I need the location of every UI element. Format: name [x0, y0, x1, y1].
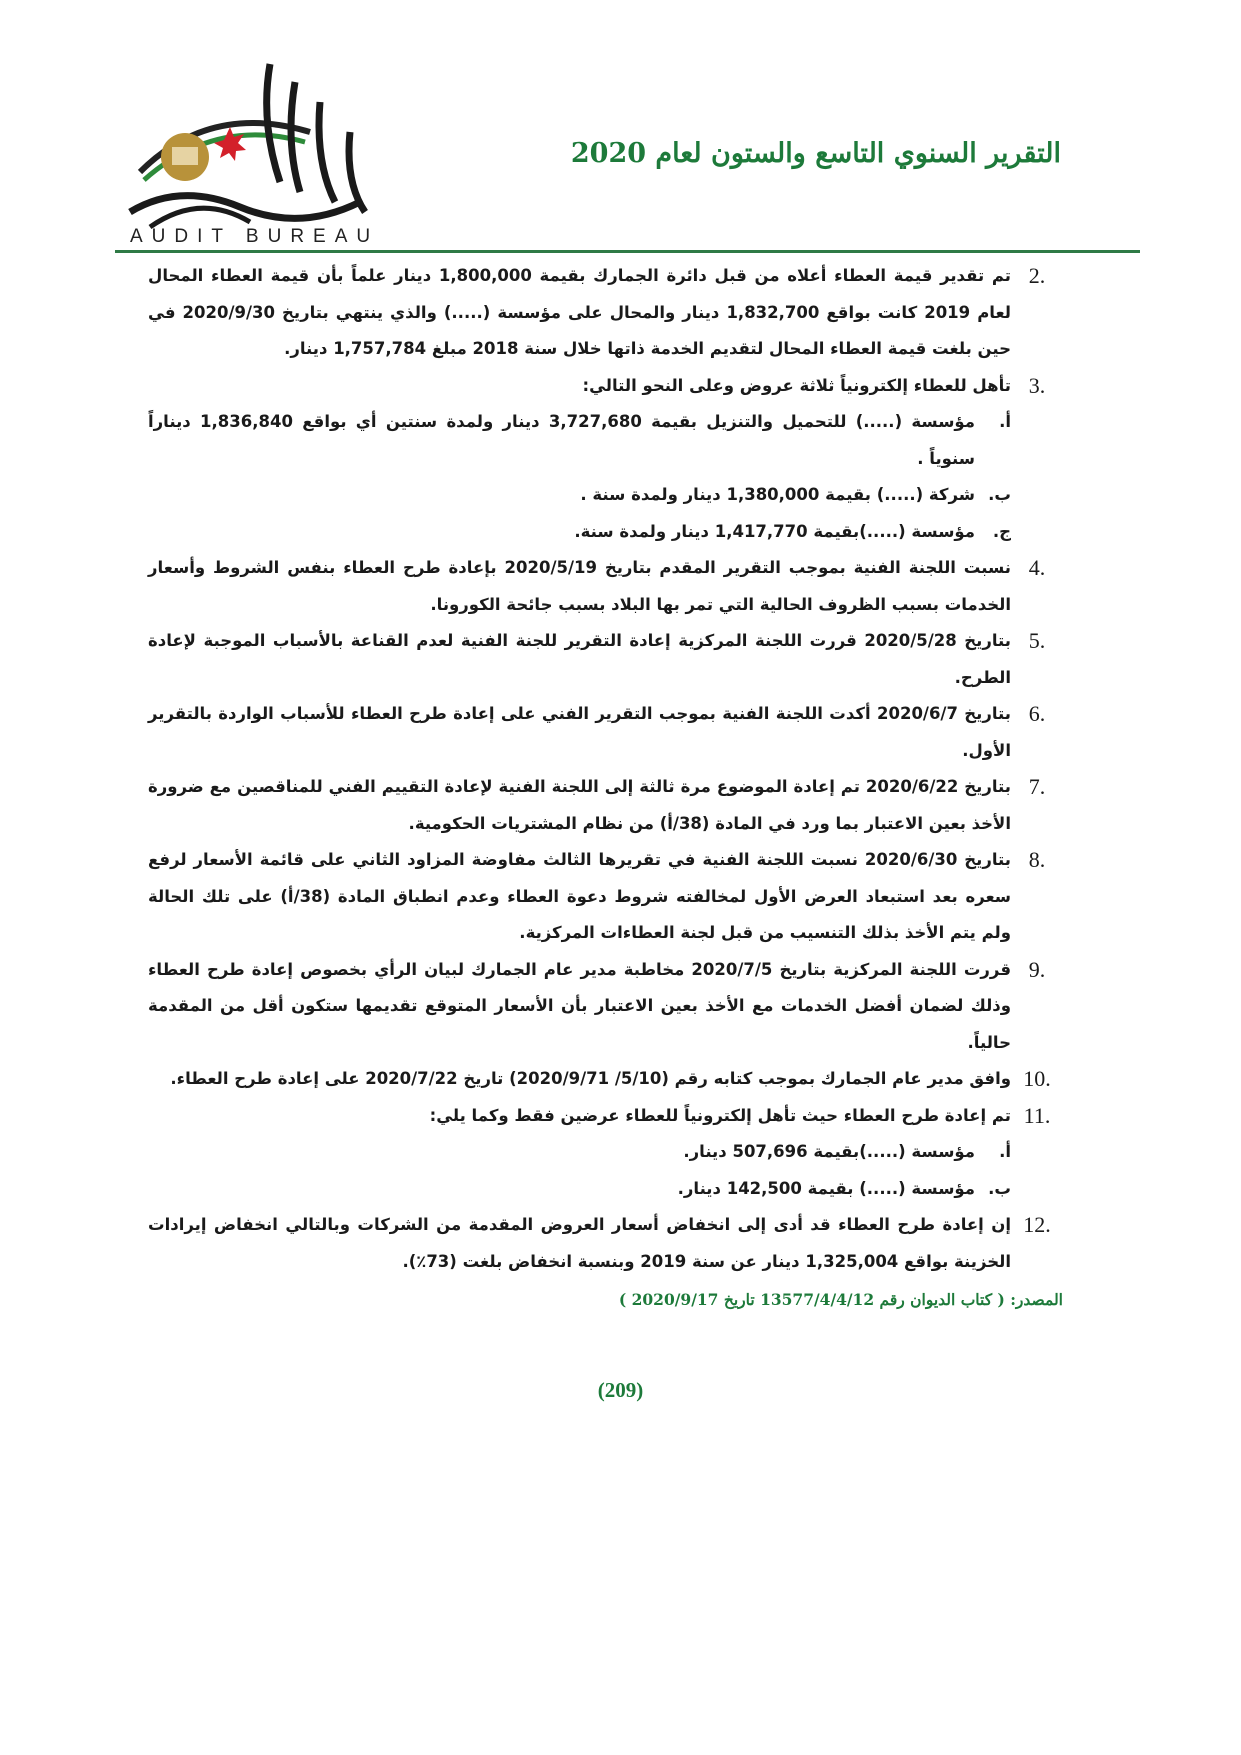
sub-list-item	[148, 1171, 1063, 1208]
list-item	[148, 1098, 1063, 1135]
sub-item-marker: ج.	[992, 521, 1011, 541]
item-text: تم إعادة طرح العطاء حيث تأهل إلكترونياً للعطاء عرضين فقط وكما يلي:	[429, 1105, 1011, 1125]
item-number: 3.	[1028, 372, 1046, 398]
sub-item-text: مؤسسة (.....)بقيمة 507,696 دينار.	[683, 1142, 975, 1161]
sub-list-item	[148, 404, 1063, 477]
sub-item-text: شركة (.....) بقيمة 1,380,000 دينار ولمدة سنة .	[580, 485, 975, 504]
item-text: إن إعادة طرح العطاء قد أدى إلى انخفاض أسعار العروض المقدمة من الشركات وبالتالي انخفاض إيرادات الخزينة بواقع 1,325,004 دينار عن سنة 2019 وبنسبة انخفاض بلغت (73٪).	[148, 1215, 1011, 1271]
sub-list-item	[148, 477, 1063, 514]
logo-calligraphy-icon	[120, 62, 380, 252]
list-item	[148, 769, 1063, 842]
sub-item-text: مؤسسة (.....) للتحميل والتنزيل بقيمة 3,727,680 دينار ولمدة سنتين أي بواقع 1,836,840 ديناراً سنوياً .	[148, 412, 975, 468]
item-number: 6.	[1028, 701, 1046, 726]
item-number: 5.	[1028, 628, 1046, 653]
item-number: 2.	[1028, 263, 1046, 288]
item-text: تأهل للعطاء إلكترونياً ثلاثة عروض وعلى النحو التالي:	[582, 375, 1011, 395]
page-number: (209)	[597, 1378, 644, 1402]
list-item	[148, 842, 1063, 952]
sub-item-marker: ب.	[988, 485, 1011, 504]
sub-item-text: مؤسسة (.....)بقيمة 1,417,770 دينار ولمدة سنة.	[574, 521, 975, 541]
sub-list-item	[148, 514, 1063, 551]
sub-item-marker: ب.	[988, 1178, 1011, 1198]
logo-english-text: AUDIT BUREAU	[130, 226, 380, 247]
sub-list-item	[148, 1134, 1063, 1171]
item-number: 8.	[1028, 847, 1046, 872]
item-number: 7.	[1028, 774, 1046, 799]
item-text: بتاريخ 2020/6/30 نسبت اللجنة الفنية في تقريرها الثالث مفاوضة المزاود الثاني على قائمة الأسعار لرفع سعره بعد استبعاد العرض الأول لمخالفته شروط دعوة العطاء وعدم انطباق المادة (38/أ) على تلك الحالة ولم يتم الأخذ بذلك التنسيب من قبل لجنة العطاءات المركزية.	[148, 850, 1012, 942]
list-item	[148, 368, 1063, 405]
list-item	[148, 258, 1063, 368]
list-item	[148, 1207, 1063, 1280]
list-item	[148, 623, 1063, 696]
item-text: بتاريخ 2020/5/28 قررت اللجنة المركزية إعادة التقرير للجنة الفنية لعدم القناعة بالأسباب الموجبة لإعادة الطرح.	[148, 631, 1011, 687]
list-item	[148, 550, 1063, 623]
item-text: نسبت اللجنة الفنية بموجب التقرير المقدم بتاريخ 2020/5/19 بإعادة طرح العطاء بنفس الشروط وأسعار الخدمات بسبب الظروف الحالية التي تمر بها البلاد بسبب جائحة الكورونا.	[148, 558, 1011, 614]
item-text: قررت اللجنة المركزية بتاريخ 2020/7/5 مخاطبة مدير عام الجمارك لبيان الرأي بخصوص إعادة طرح العطاء وذلك لضمان أفضل الخدمات مع الأخذ بعين الاعتبار بأن الأسعار المتوقع تقديمها ستكون أقل من المقدمة حالياً.	[148, 959, 1012, 1052]
sub-item-marker: أ.	[999, 1142, 1011, 1161]
item-text: وافق مدير عام الجمارك بموجب كتابه رقم (5/10/ 2020/9/71) تاريخ 2020/7/22 على إعادة طرح العطاء.	[170, 1069, 1011, 1088]
header-divider	[115, 250, 1140, 253]
report-title: التقرير السنوي التاسع والستون لعام 2020	[570, 138, 1061, 169]
audit-bureau-logo	[120, 62, 380, 252]
item-number: 9.	[1028, 956, 1046, 982]
item-text: بتاريخ 2020/6/22 تم إعادة الموضوع مرة ثالثة إلى اللجنة الفنية لإعادة التقييم الفني للمناقصين مع ضرورة الأخذ بعين الاعتبار بما ورد في المادة (38/أ) من نظام المشتريات الحكومية.	[148, 777, 1011, 833]
document-body	[148, 258, 1063, 1319]
item-number: 11.	[1023, 1102, 1051, 1128]
item-number: 12.	[1023, 1212, 1051, 1237]
item-number: 4.	[1028, 555, 1046, 580]
item-text: تم تقدير قيمة العطاء أعلاه من قبل دائرة الجمارك بقيمة 1,800,000 دينار علماً بأن قيمة العطاء المحال لعام 2019 كانت بواقع 1,832,700 دينار والمحال على مؤسسة (.....) والذي ينتهي بتاريخ 2020/9/30 في حين بلغت قيمة العطاء المحال لتقديم الخدمة ذاتها خلال سنة 2018 مبلغ 1,757,784 دينار.	[148, 266, 1011, 358]
item-text: بتاريخ 2020/6/7 أكدت اللجنة الفنية بموجب التقرير الفني على إعادة طرح العطاء للأسباب الواردة بالتقرير الأول.	[148, 704, 1011, 760]
source-citation: المصدر: ( كتاب الديوان رقم 13577/4/4/12 تاريخ 2020/9/17 )	[618, 1290, 1063, 1309]
list-item	[148, 696, 1063, 769]
sub-item-marker: أ.	[999, 412, 1011, 431]
list-item	[148, 1061, 1063, 1098]
list-item	[148, 952, 1063, 1062]
item-number: 10.	[1023, 1066, 1051, 1091]
sub-item-text: مؤسسة (.....) بقيمة 142,500 دينار.	[677, 1178, 975, 1198]
